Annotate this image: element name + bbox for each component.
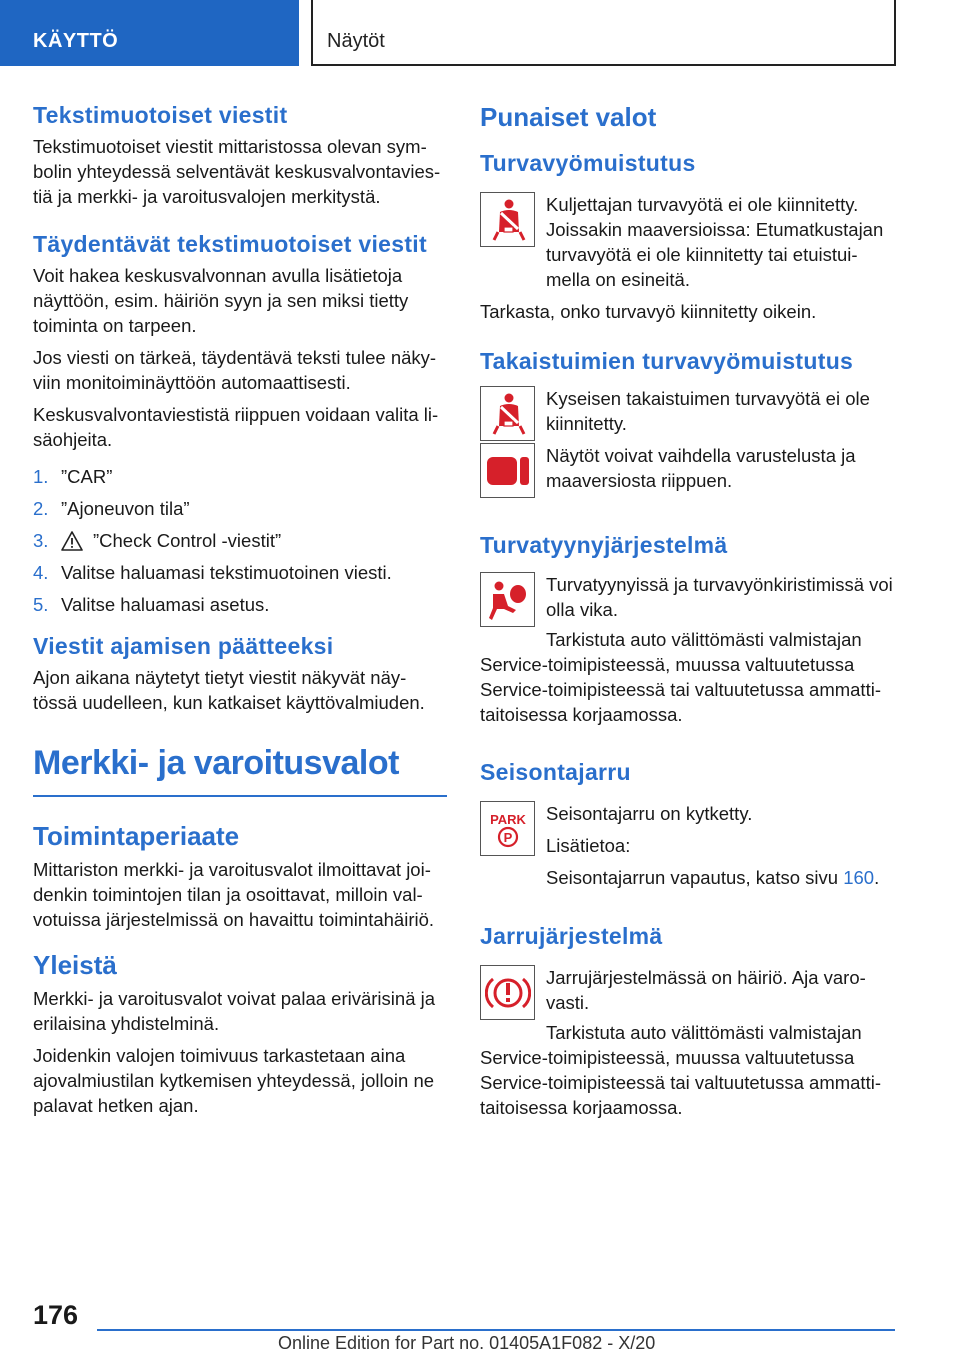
para-brake-2: Tarkistuta auto välittömästi valmistajan Service-toimipisteessä, muussa valtuutetussa Service-toimipisteessä tai valtuutetussa ammatti-taitoisessa korjaamossa. [480, 1022, 881, 1118]
rear-seat-indicator-icon [480, 443, 535, 498]
para-general-2: Joidenkin valojen toimivuus tarkastetaan aina ajovalmiustilan kytkemisen yhteydessä, jolloin ne palavat hetken ajan. [33, 1045, 435, 1116]
footer-rule [97, 1329, 895, 1331]
brake-system-warning-icon [480, 965, 535, 1020]
heading-after-drive: Viestit ajamisen päätteeksi [33, 633, 334, 659]
seatbelt-row [480, 192, 895, 299]
para-principle: Mittariston merkki- ja varoitusvalot ilmoittavat joi-denkin toimintojen tilan ja osoittavat, milloin val-votuissa järjestelmissä on havaittu toimintahäiriö. [33, 859, 435, 930]
step-number: 4. [33, 562, 49, 583]
list-item [33, 528, 447, 553]
rear-seat-indicator-row [480, 443, 895, 500]
para-seatbelt-2: Tarkasta, onko turvavyö kiinnitetty oikein. [480, 301, 817, 322]
para-after-drive: Ajon aikana näytetyt tietyt viestit näkyvät näy-tössä uudelleen, kun katkaiset käyttövalmiuden. [33, 667, 425, 713]
step-number: 1. [33, 466, 49, 487]
heading-additional-messages: Täydentävät tekstimuotoiset viestit [33, 231, 427, 257]
airbag-warning-icon [480, 572, 535, 627]
rear-seatbelt-warning-icon [480, 386, 535, 441]
park-label: PARK [489, 811, 526, 827]
steps-list [33, 464, 447, 617]
left-column [33, 100, 447, 1125]
warning-triangle-icon [61, 531, 83, 551]
heading-warning-lights: Merkki- ja varoitusvalot [33, 744, 399, 782]
header-chapter-label: Näytöt [327, 30, 385, 52]
step-text: ”Ajoneuvon tila” [61, 498, 190, 519]
list-item [33, 592, 447, 617]
seatbelt-warning-icon [480, 192, 535, 247]
heading-principle: Toimintaperiaate [33, 821, 240, 851]
para-airbag-1: Turvatyynyissä ja turvavyönkiristimissä voi olla vika. [546, 574, 893, 620]
parking-ref-end: . [874, 867, 880, 888]
heading-rule [33, 795, 447, 797]
step-number: 2. [33, 498, 49, 519]
parking-ref-text: Seisontajarrun vapautus, katso sivu [546, 867, 844, 888]
right-column [480, 100, 895, 1127]
footer-edition: Online Edition for Part no. 01405A1F082 - X/20 [278, 1333, 656, 1353]
page-number: 176 [33, 1300, 79, 1330]
header-chapter-box [311, 0, 896, 66]
heading-brake-system: Jarrujärjestelmä [480, 923, 663, 949]
heading-red-lights: Punaiset valot [480, 102, 657, 132]
brake-system-row [480, 965, 895, 1022]
para-additional-3: Keskusvalvontaviestistä riippuen voidaan valita li-säohjeita. [33, 404, 439, 450]
para-rear-seatbelt-1: Kyseisen takaistuimen turvavyötä ei ole kiinnitetty. [546, 388, 870, 434]
step-text: Valitse haluamasi tekstimuotoinen viesti. [61, 562, 392, 583]
step-text: Valitse haluamasi asetus. [61, 594, 270, 615]
rear-seatbelt-row [480, 386, 895, 443]
para-parking-1: Seisontajarru on kytketty. [546, 803, 753, 824]
list-item [33, 464, 447, 489]
heading-parking-brake: Seisontajarru [480, 759, 631, 785]
para-parking-3 [546, 865, 895, 890]
para-general-1: Merkki- ja varoitusvalot voivat palaa erivärisinä ja erilaisina yhdistelminä. [33, 988, 436, 1034]
para-additional-2: Jos viesti on tärkeä, täydentävä teksti tulee näky-viin monitoiminäyttöön automaattisesti. [33, 347, 437, 393]
step-number: 3. [33, 530, 49, 551]
step-number: 5. [33, 594, 49, 615]
heading-rear-seatbelt: Takaistuimien turvavyömuistutus [480, 348, 854, 374]
para-parking-2: Lisätietoa: [546, 835, 631, 856]
heading-text-messages: Tekstimuotoiset viestit [33, 102, 288, 128]
park-brake-icon [480, 801, 535, 856]
para-rear-seatbelt-2: Näytöt voivat vaihdella varustelusta ja maaversiosta riippuen. [546, 445, 856, 491]
heading-airbag: Turvatyynyjärjestelmä [480, 532, 728, 558]
para-airbag-2: Tarkistuta auto välittömästi valmistajan Service-toimipisteessä, muussa valtuutetussa Service-toimipisteessä tai valtuutetussa ammatti-taitoisessa korjaamossa. [480, 629, 881, 725]
heading-seatbelt-reminder: Turvavyömuistutus [480, 150, 696, 176]
header-section-label: KÄYTTÖ [33, 30, 119, 52]
para-seatbelt-1: Kuljettajan turvavyötä ei ole kiinnitetty. Joissakin maaversioissa: Etumatkustajan turvavyötä ei ole kiinnitetty tai etuistui-mella on esineitä. [546, 194, 884, 290]
para-additional-1: Voit hakea keskusvalvonnan avulla lisätietoja näyttöön, esim. häiriön syyn ja sen miksi tietty toiminta on tarpeen. [33, 265, 409, 336]
list-item [33, 496, 447, 521]
parking-brake-row [480, 801, 895, 897]
step-text: ”CAR” [61, 466, 113, 487]
heading-general: Yleistä [33, 950, 117, 980]
step-text: ”Check Control -viestit” [93, 530, 282, 551]
page-160-link[interactable]: 160 [843, 867, 875, 888]
para-text-messages: Tekstimuotoiset viestit mittaristossa olevan sym-bolin yhteydessä selventävät keskusvalvontavies-tiä ja merkki- ja varoitusvalojen merkitystä. [33, 136, 441, 207]
airbag-row [480, 572, 895, 629]
para-brake-1: Jarrujärjestelmässä on häiriö. Aja varo-vasti. [546, 967, 866, 1013]
header-section-tab [0, 0, 299, 66]
list-item [33, 560, 447, 585]
park-p-label: P [503, 829, 512, 845]
